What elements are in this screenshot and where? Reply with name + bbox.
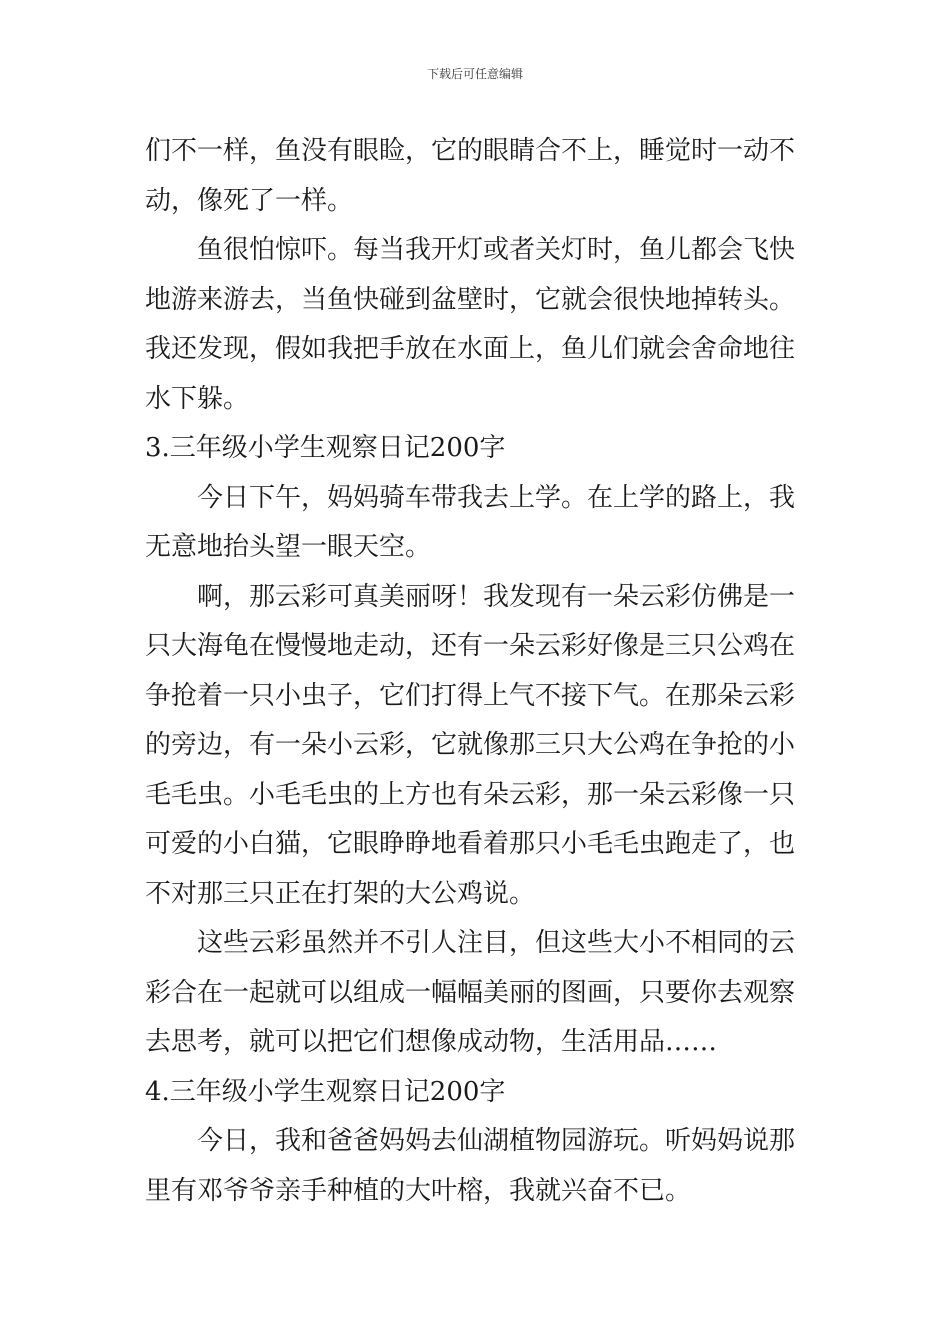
text-line: 地游来游去，当鱼快碰到盆壁时，它就会很快地掉转头。 <box>145 284 796 315</box>
text-line: 无意地抬头望一眼天空。 <box>145 532 432 562</box>
text-line: 毛毛虫。小毛毛虫的上方也有朵云彩，那一朵云彩像一只 <box>145 779 796 810</box>
text-line: 只大海龟在慢慢地走动，还有一朵云彩好像是三只公鸡在 <box>145 631 796 661</box>
section-heading: 3.三年级小学生观察日记200字 <box>145 433 506 463</box>
text-line: 去思考，就可以把它们想像成动物，生活用品…… <box>145 1027 718 1057</box>
text-line: 彩合在一起就可以组成一幅幅美丽的图画，只要你去观察 <box>145 977 796 1008</box>
paragraph-start-line: 这些云彩虽然并不引人注目，但这些大小不相同的云 <box>197 928 796 958</box>
text-line: 可爱的小白猫，它眼睁睁地看着那只小毛毛虫跑走了，也 <box>145 829 796 859</box>
text-line: 里有邓爷爷亲手种植的大叶榕，我就兴奋不已。 <box>145 1175 692 1206</box>
text-line: 争抢着一只小虫子，它们打得上气不接下气。在那朵云彩 <box>145 680 796 711</box>
page-header: 下载后可任意编辑 <box>426 67 523 81</box>
text-line: 的旁边，有一朵小云彩，它就像那三只大公鸡在争抢的小 <box>145 730 796 760</box>
text-line: 水下躲。 <box>145 383 250 414</box>
paragraph-start-line: 鱼很怕惊吓。每当我开灯或者关灯时，鱼儿都会飞快 <box>197 235 796 265</box>
section-heading: 4.三年级小学生观察日记200字 <box>145 1076 506 1107</box>
paragraph-start-line: 今日下午，妈妈骑车带我去上学。在上学的路上，我 <box>197 482 796 513</box>
paragraph-start-line: 啊，那云彩可真美丽呀！我发现有一朵云彩仿佛是一 <box>197 581 796 612</box>
text-line: 我还发现，假如我把手放在水面上，鱼儿们就会舍命地往 <box>145 334 796 364</box>
paragraph-start-line: 今日，我和爸爸妈妈去仙湖植物园游玩。听妈妈说那 <box>197 1126 796 1156</box>
document-body <box>145 127 810 1216</box>
text-line: 不对那三只正在打架的大公鸡说。 <box>145 878 536 909</box>
text-line: 们不一样，鱼没有眼睑，它的眼睛合不上，睡觉时一动不 <box>145 136 796 166</box>
text-line: 动，像死了一样。 <box>145 185 354 216</box>
